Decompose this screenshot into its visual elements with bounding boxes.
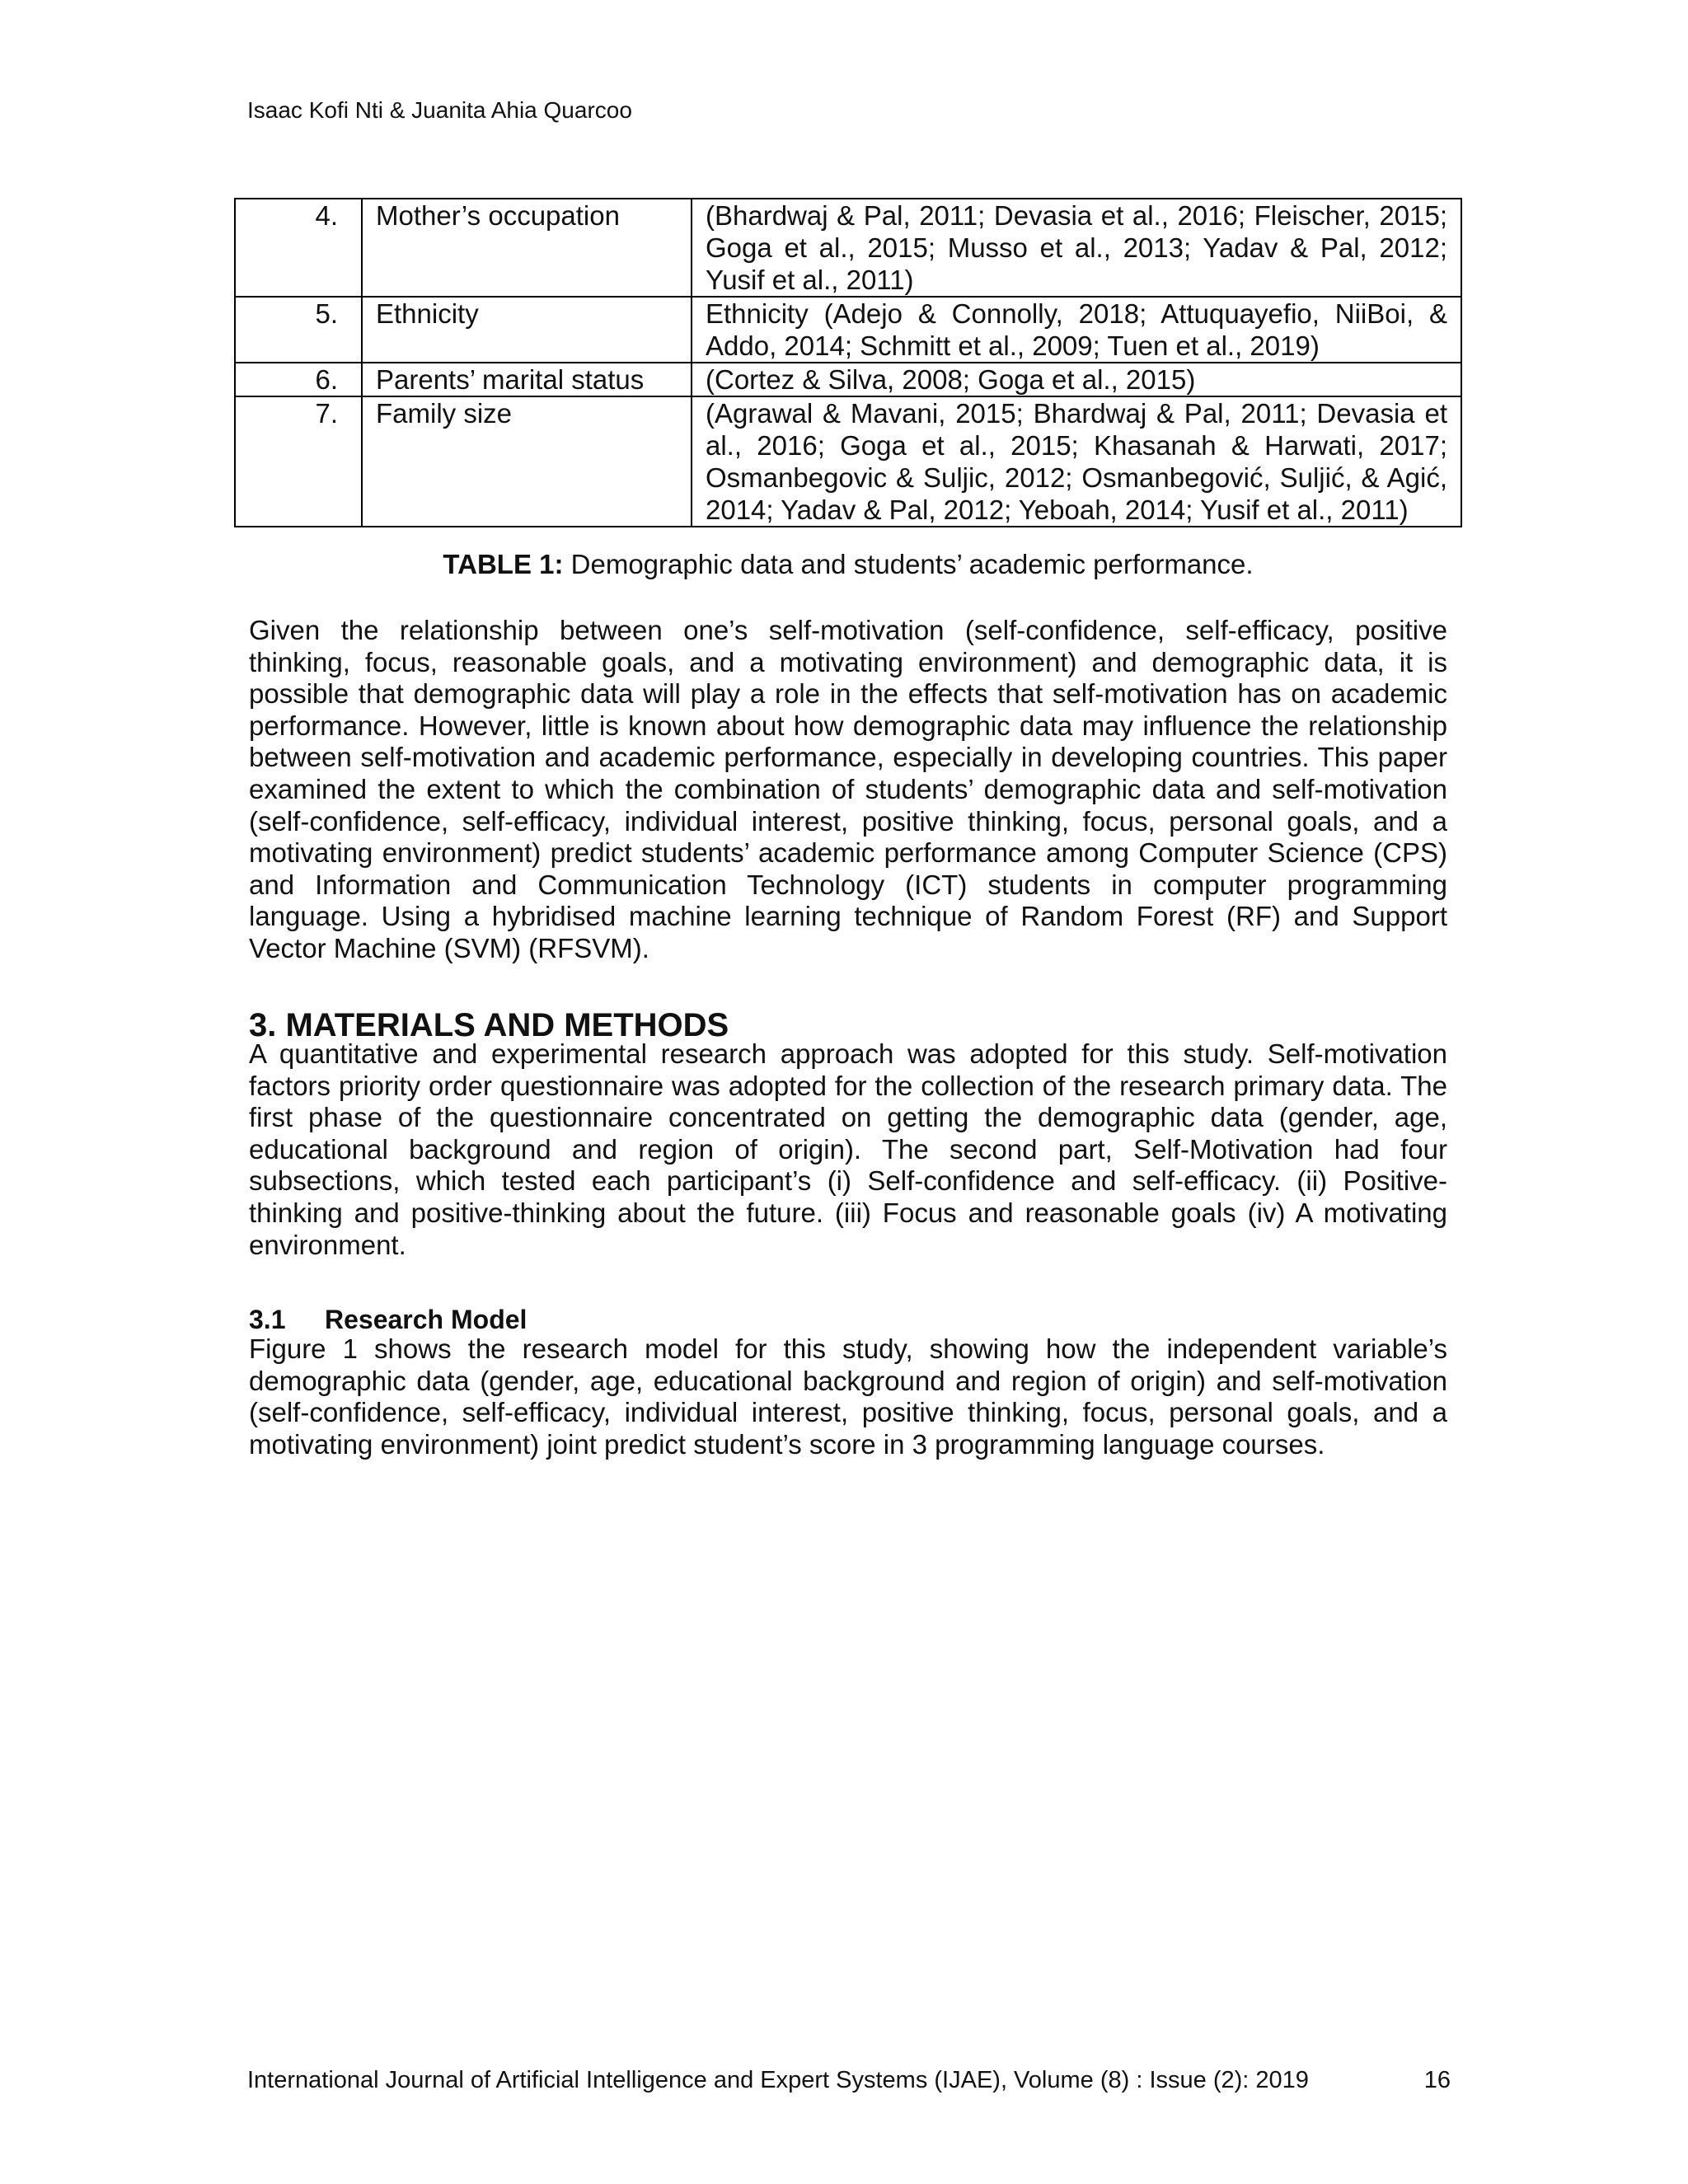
table-row (235, 199, 1461, 297)
factor-cell: Ethnicity (362, 297, 692, 363)
paragraph-methods: A quantitative and experimental research approach was adopted for this study. Self-motivation factors priority order questionnaire was adopted for the collection of the research primary data. The first phase of the questionnaire concentrated on getting the demographic data (gender, age, educational background and region of origin). The second part, Self-Motivation had four subsections, which tested each participant’s (i) Self-confidence and self-efficacy. (ii) Positive-thinking and positive-thinking about the future. (iii) Focus and reasonable goals (iv) A motivating environment. (249, 1038, 1447, 1260)
running-head: Isaac Kofi Nti & Juanita Ahia Quarcoo (247, 97, 632, 123)
references-cell: (Agrawal & Mavani, 2015; Bhardwaj & Pal, 2011; Devasia et al., 2016; Goga et al., 2015; Khasanah & Harwati, 2017; Osmanbegovic & Suljic, 2012; Osmanbegović, Suljić, & Agić, 2014; Yadav & Pal, 2012; Yeboah, 2014; Yusif et al., 2011) (692, 396, 1461, 527)
factor-cell: Parents’ marital status (362, 363, 692, 396)
page-number: 16 (1423, 2067, 1451, 2093)
subsection-title: Research Model (325, 1305, 528, 1334)
factor-cell: Mother’s occupation (362, 199, 692, 297)
page-footer (247, 2067, 1451, 2094)
paragraph-research-model: Figure 1 shows the research model for this study, showing how the independent variable’s demographic data (gender, age, educational background and region of origin) and self-motivation (self-confidence, self-efficacy, individual interest, positive thinking, focus, personal goals, and a motivating environment) joint predict student’s score in 3 programming language courses. (249, 1333, 1447, 1460)
row-number: 7. (235, 396, 362, 527)
row-number: 4. (235, 199, 362, 297)
table-row (235, 363, 1461, 396)
row-number: 6. (235, 363, 362, 396)
subsection-heading-research-model (249, 1305, 527, 1335)
table-caption-label: TABLE 1: (443, 549, 564, 579)
table-caption (234, 549, 1462, 580)
section-heading-materials-methods: 3. MATERIALS AND METHODS (249, 1007, 729, 1043)
references-cell: (Cortez & Silva, 2008; Goga et al., 2015) (692, 363, 1461, 396)
journal-citation: International Journal of Artificial Intelligence and Expert Systems (IJAE), Volume (8) : Issue (2): 2019 (247, 2067, 1309, 2093)
row-number: 5. (235, 297, 362, 363)
table-row (235, 297, 1461, 363)
references-cell: (Bhardwaj & Pal, 2011; Devasia et al., 2016; Fleischer, 2015; Goga et al., 2015; Musso et al., 2013; Yadav & Pal, 2012; Yusif et al., 2011) (692, 199, 1461, 297)
table-row (235, 396, 1461, 527)
references-cell: Ethnicity (Adejo & Connolly, 2018; Attuquayefio, NiiBoi, & Addo, 2014; Schmitt et al., 2009; Tuen et al., 2019) (692, 297, 1461, 363)
subsection-number: 3.1 (249, 1305, 286, 1334)
demographic-table (234, 198, 1462, 527)
paragraph-intro: Given the relationship between one’s self-motivation (self-confidence, self-efficacy, positive thinking, focus, reasonable goals, and a motivating environment) and demographic data, it is possible that demographic data will play a role in the effects that self-motivation has on academic performance. However, little is known about how demographic data may influence the relationship between self-motivation and academic performance, especially in developing countries. This paper examined the extent to which the combination of students’ demographic data and self-motivation (self-confidence, self-efficacy, individual interest, positive thinking, focus, personal goals, and a motivating environment) predict students’ academic performance among Computer Science (CPS) and Information and Communication Technology (ICT) students in computer programming language. Using a hybridised machine learning technique of Random Forest (RF) and Support Vector Machine (SVM) (RFSVM). (249, 615, 1447, 963)
factor-cell: Family size (362, 396, 692, 527)
table-caption-text: Demographic data and students’ academic performance. (563, 549, 1254, 579)
